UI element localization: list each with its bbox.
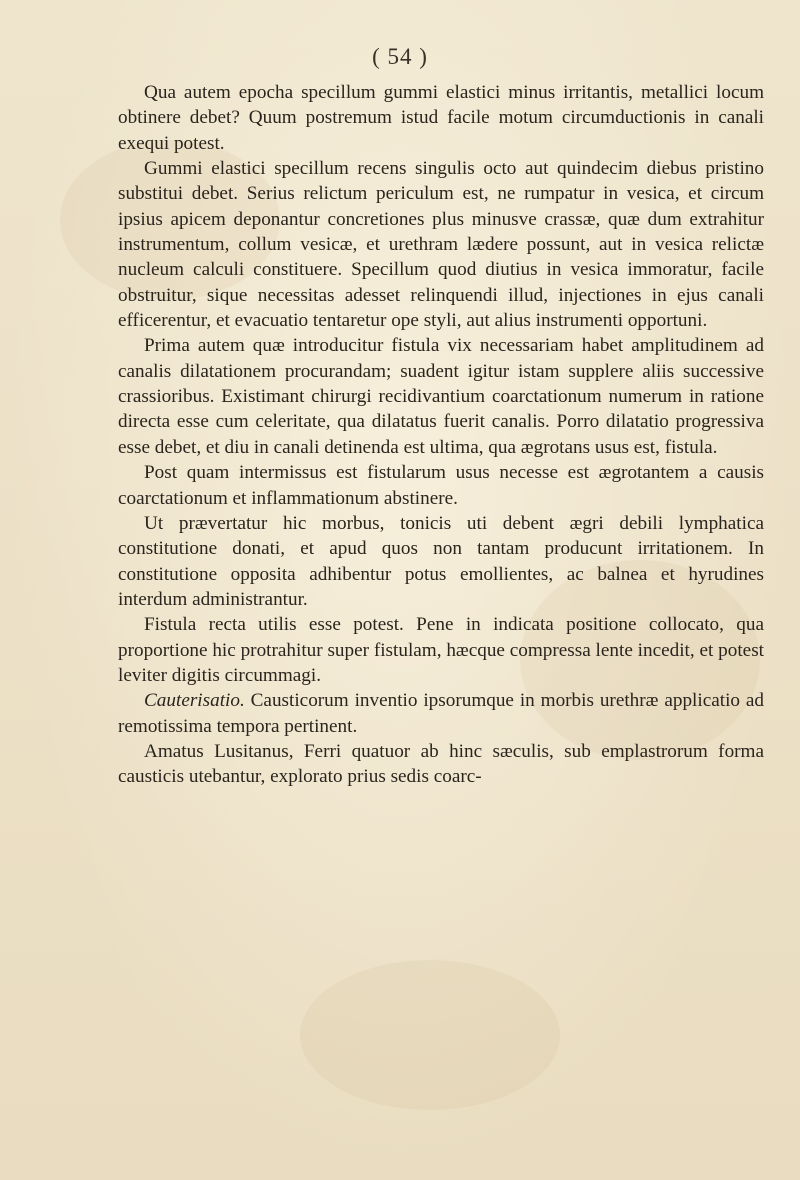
paragraph-fistula-recta: Fistula recta utilis esse potest. Pene in indicata positione collocato, qua proportione hic protrahitur super fistulam, hæcque compressa lente incedit, et potest leviter digitis circummagi. [118, 614, 764, 686]
paragraph-amatus-lusitanus: Amatus Lusitanus, Ferri quatuor ab hinc sæculis, sub emplastrorum forma causticis utebantur, explorato prius sedis coarc- [118, 740, 764, 788]
page-number: ( 54 ) [372, 44, 428, 69]
paper-stain [300, 960, 560, 1110]
paragraph-prima-fistula: Prima autem quæ introducitur fistula vix necessariam habet amplitudinem ad canalis dilatationem procurandam; suadent igitur istam supplere aliis successive crassioribus. Existimant chirurgi recidivantium coarctationum numerum in ratione directa esse cum celeritate, qua dilatatus fuerit canalis. Porro dilatatio progressiva esse debet, et diu in canali detinenda est ultima, qua ægrotans usus est, fistula. [118, 335, 764, 458]
paragraph-praevertatur: Ut prævertatur hic morbus, tonicis uti debent ægri debili lymphatica constitutione donati, et apud quos non tantam producunt irritationem. In constitutione opposita adhibentur potus emollientes, ac balnea et hyrudines interdum administrantur. [118, 512, 764, 610]
paragraph-gummi-elastici: Gummi elastici specillum recens singulis octo aut quindecim diebus pristino substitui debet. Serius relictum periculum est, ne rumpatur in vesica, et circum ipsius apicem deponantur concretiones plus minusve crassæ, quæ dum extrahitur instrumentum, collum vesicæ, et urethram lædere possunt, aut in vesica relictæ nucleum calculi constituere. Specillum quod diutius in vesica immoratur, facile obstruitur, sique necessitas adesset relinquendi illud, injectiones in ejus canali efficerentur, et evacuatio tentaretur ope styli, aut alius instrumenti opportuni. [118, 158, 764, 332]
cauterisatio-text: Causticorum inventio ipsorumque in morbis urethræ applicatio ad remotissima tempora pertinent. [118, 690, 764, 737]
paragraph-post-quam: Post quam intermissus est fistularum usus necesse est ægrotantem a causis coarctationum et inflammationum abstinere. [118, 462, 764, 509]
section-term: Cauterisatio. [144, 690, 245, 712]
paragraph-specillum-question: Qua autem epocha specillum gummi elastici minus irritantis, metallici locum obtinere debet? Quum postremum istud facile motum circumductionis in canali exequi potest. [118, 82, 764, 154]
paragraph-cauterisatio [118, 688, 764, 739]
body-text [118, 80, 764, 790]
